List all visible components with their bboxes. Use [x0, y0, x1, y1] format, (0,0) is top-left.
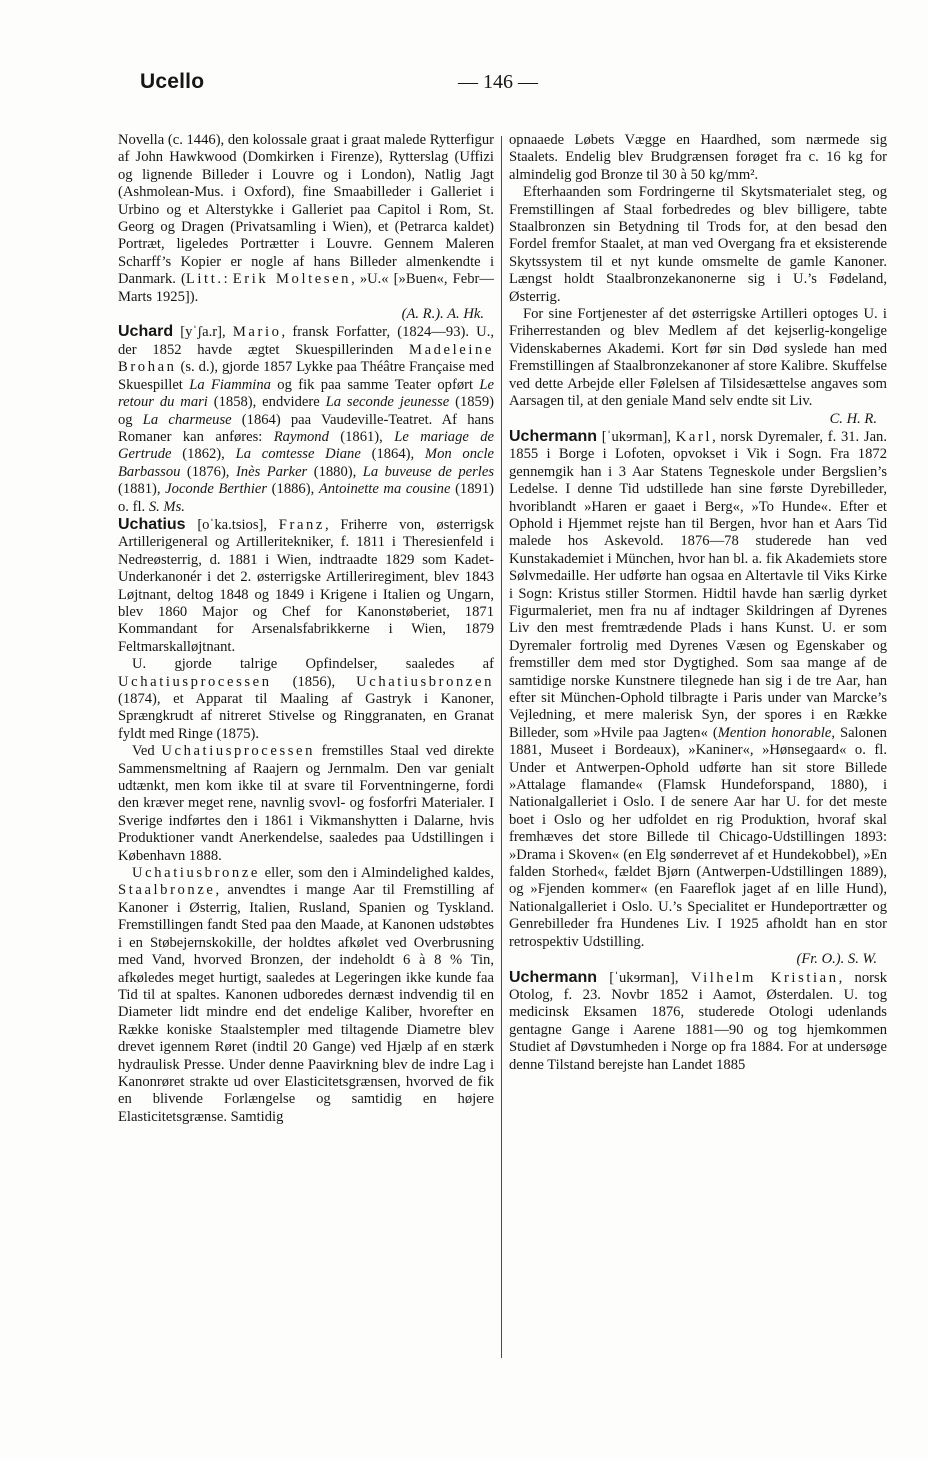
uchatius-paragraph-honours: For sine Fortjenester af det østerrigske Artilleri optoges U. i Friherrestanden og blev Medlem af det kejserlig-kongelige Videnskabernes Akademi. Kort før sin Død syslede han med Fremstillingen af Staalbronzekanoner af store Kalibre. Skuffelse ved dette Arbejde eller Følelsen af Tilsidesættelse angaves som Aarsagen til, at den geniale Mand selv endte sit Liv. C. H. R. [509, 306, 887, 427]
signature: (A. R.). A. Hk. [401, 306, 484, 323]
right-column [509, 132, 887, 1074]
page-number: — 146 — [458, 71, 538, 93]
uchatius-continuation: opnaaede Løbets Vægge en Haardhed, som nærmede sig Staalets. Endelig blev Brudgrænsen forøget fra c. 16 kg for almindelig god Bronze til 30 à 50 kg/mm². [509, 132, 887, 183]
headword: Uchermann [509, 968, 598, 986]
headword: Uchard [118, 323, 174, 341]
running-header [118, 70, 836, 104]
left-column [118, 132, 494, 1126]
entry-uchermann-vilhelm: Uchermann [ˈukɘrman], Vilhelm Kristian, norsk Otolog, f. 23. Novbr 1852 i Aamot, Østerdalen. U. tog medicinsk Eksamen 1876, studerede Otologi udenlands gentagne Gange i Aarene 1881—90 og tog hjemkommen Studiet af Døvstumheden i Norge op fra 1884. For at undersøge denne Tilstand berejste han Landet 1885 [509, 968, 887, 1073]
uchatius-paragraph-decline: Efterhaanden som Fordringerne til Skytsmaterialet steg, og Fremstillingen af Staal forbedredes og blev billigere, tabte Staalbronzen sin Betydning til Trods for, at den besad den Fordel fremfor Staalet, at man ved Overgang fra et eksisterende Skytssystem til et nyt kunde omsmelte de gamle Kanoner. Længst holdt Staalbronzekanonerne sig i U.’s Fødeland, Østerrig. [509, 184, 887, 305]
headword: Uchermann [509, 427, 598, 445]
running-headword: Ucello [140, 70, 205, 93]
signature: (Fr. O.). S. W. [796, 951, 877, 968]
uchatius-paragraph-bronze: Uchatiusbronze eller, som den i Almindelighed kaldes, Staalbronze, anvendtes i mange Aar til Fremstilling af Kanoner i Østerrig, Italien, Rusland, Spanien og Tyskland. Fremstillingen fandt Sted paa den Maade, at Kanonen udstøbtes i en Støbejernskokille, der holdtes afkølet ved Overbrusning med Vand, hvorved Bronzen, der indeholdt 6 à 8 % Tin, afkøledes meget hurtigt, saaledes at Legeringen ikke kunde faa Tid til at spaltes. Kanonen udboredes dernæst indvendig til en Diameter lidt mindre end det endelige Kaliber, hvorefter en Række koniske Staalstempler med tiltagende Diametre blev drevet igennem Røret (indtil 20 Gange) ved Hjælp af en stærk hydraulisk Presse. Under denne Paavirkning blev de indre Lag i Kanonrøret strakte ud over Elasticitetsgrænsen, hvorved de fik en blivende Forlængelse og samtidig en højere Elasticitetsgrænse. Samtidig [118, 865, 494, 1125]
entry-uchard: Uchard [yˈʃa.r], Mario, fransk Forfatter, (1824—93). U., der 1852 havde ægtet Skuespillerinden Madeleine Brohan (s. d.), gjorde 1857 Lykke paa Théâtre Française med Skuespillet La Fiammina og fik paa samme Teater opført Le retour du mari (1858), endvidere La seconde jeunesse (1859) og La charmeuse (1864) paa Vaudeville-Teatret. Af hans Romaner kan anføres: Raymond (1861), Le mariage de Gertrude (1862), La comtesse Diane (1864), Mon oncle Barbassou (1876), Inès Parker (1880), La buveuse de perles (1881), Joconde Berthier (1886), Antoinette ma cousine (1891) o. fl. S. Ms. [118, 323, 495, 515]
column-divider [501, 136, 502, 1358]
ucello-continuation: Novella (c. 1446), den kolossale graat i graat malede Rytterfigur af John Hawkwood (Domkirken i Firenze), Rytterslag (Uffizi og lignende Billeder i Louvre og i London), Natlig Jagt (Ashmolean-Mus. i Oxford), fine Smaabilleder i Galleriet i Urbino og et Alterstykke i Galleriet paa Capitol i Rom, St. Georg og Dragen (Privatsamling i Wien), et (Petrarca kaldet) Portræt, ligeledes Portrætter i Louvre. Gennem Maleren Scharff’s Kopier er nogle af hans Billeder almenkendte i Danmark. (Litt.: Erik Moltesen, »U.« [»Buen«, Febr—Marts 1925]). (A. R.). A. Hk. [118, 132, 495, 323]
signature: S. Ms. [148, 498, 185, 515]
entry-uchermann-karl: Uchermann [ˈukɘrman], Karl, norsk Dyremaler, f. 31. Jan. 1855 i Borge i Lofoten, opvokset i Vik i Sogn. Fra 1872 gennemgik han i 3 Aar Statens Tegneskole under Bergslien’s Ledelse. I denne Tid udstillede han sine første Dyrebilleder, hvoriblandt »Haren er gaaet i Berg«, »To Hunde«. Efter et Ophold i Hjemmet rejste han til Bergen, hvor han et Aars Tid malede hos Askevold. 1876—78 studerede han ved Kunstakademiet i München, hvor han bl. a. fik Akademiets store Sølvmedaille. Her udførte han ogsaa en Altertavle til Viks Kirke i Sogn: Kristus stiller Stormen. Hidtil havde han særlig dyrket Figurmaleriet, men fra nu af indtager Skildringen af Dyrenes Liv den mest fremtrædende Plads i hans Kunst. U. er som Dyremaler fortrolig med Dyrenes Væsen og Egenskaber og fremstiller dem med stor Dygtighed. Som saa mange af de samtidige norske Kunstnere tilegnede han sig i de tre Aar, han efter sit München-Ophold tilbragte i Paris under van Marcke’s Vejledning, et mere malerisk Syn, der spores i en Række Billeder, som »Hvile paa Jagten« (Mention honorable, Salonen 1881, Museet i Bordeaux), »Kaniner«, »Hønsegaard« o. fl. Under et Antwerpen-Ophold udførte han sit store Billede »Attalage flamande« (Flamsk Hundeforspand, 1880), i Nationalgalleriet i Oslo. I de senere Aar har U. for det meste boet i Oslo og her udfoldet en rig Produktion, hvoraf skal fremhæves det store Billede til Chicago-Udstillingen 1893: »Drama i Skoven« (en Elg sønderrevet af et Hundekobbel), »En falden Storhed«, fældet Bjørn (Antwerpen-Udstillingen 1889), og »Fjenden kommer« (en Faareflok jaget af en lille Hund), Nationalgalleriet i Oslo. U.’s Specialitet er Hundeportrætter og Genrebilleder fra Hundenes Liv. I 1925 afholdt han en stor retrospektiv Udstilling. (Fr. O.). S. W. [509, 427, 887, 968]
uchatius-paragraph-process: Ved Uchatiusprocessen fremstilles Staal ved direkte Sammensmeltning af Raajern og Jernmalm. Den var genialt udtænkt, men kom ikke til at svare til Forventningerne, fordi den kræver meget rene, navnlig svovl- og fosforfri Materialer. I Sverige indførtes den i 1861 i Vikmanshytten i Dalarne, hvis Produktioner vandt Anerkendelse, saaledes paa Udstillingen i København 1888. [118, 743, 495, 864]
uchatius-paragraph-inventions: U. gjorde talrige Opfindelser, saaledes af Uchatiusprocessen (1856), Uchatiusbronzen (1874), et Apparat til Maaling af Gastryk i Kanoner, Sprængkrudt af nitreret Stivelse og Ringgranaten, en Granat fyldt med Ringe (1875). [118, 656, 494, 742]
entry-uchatius: Uchatius [oˈka.tsios], Franz, Friherre von, østerrigsk Artillerigeneral og Artilleritekniker, f. 1811 i Theresienfeld i Nedreøsterrig, d. 1881 i Wien, indtraadte 1829 som Kadet-Underkanonér i det 2. østerrigske Artilleriregiment, blev 1843 Løjtnant, deltog 1848 og 1849 i Krigene i Italien og Ungarn, blev 1860 Major og Chef for Kanonstøberiet, 1871 Kommandant for Arsenalsfabrikkerne i Wien, 1879 Feltmarskalløjtnant. [118, 515, 494, 655]
signature: C. H. R. [829, 410, 877, 427]
headword: Uchatius [118, 515, 186, 533]
